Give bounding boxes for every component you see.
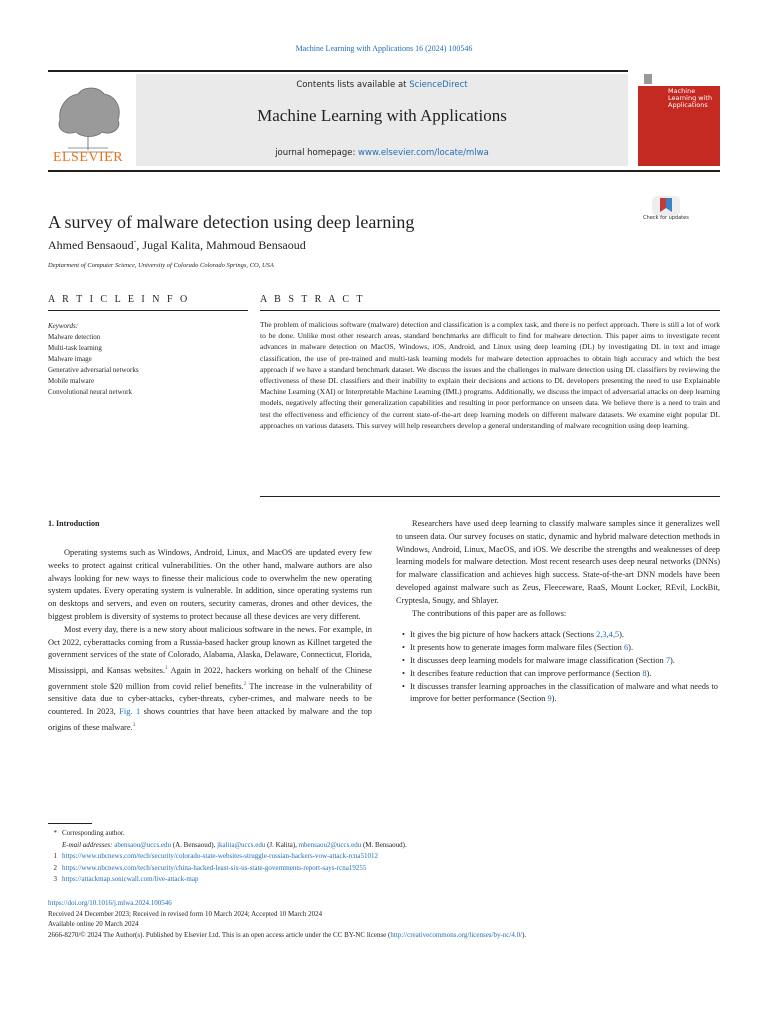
figure-ref-link[interactable]: Fig. 1: [119, 707, 141, 717]
list-item: [396, 668, 720, 681]
homepage-prefix: journal homepage:: [275, 148, 359, 158]
keyword-item: Generative adversarial networks: [48, 366, 139, 374]
license-statement: [48, 930, 720, 941]
footnote-text: Corresponding author.: [62, 829, 125, 837]
list-item-text: It presents how to generate images form malware files (Section: [410, 643, 624, 653]
list-item-text: It discusses transfer learning approaches in the classification of malware and what needs to improve for better performance (Section: [410, 681, 718, 704]
right-column: [396, 518, 720, 706]
list-item-end: ).: [628, 643, 634, 653]
para-text: Again in 2022, hackers working on behalf of the Chinese government stole $20 million from covid relief benefits.: [48, 665, 373, 691]
cover-title: Machine Learning with Applications: [668, 87, 713, 109]
journal-masthead: [48, 70, 720, 174]
contents-line: [136, 80, 628, 90]
section-ref-link[interactable]: 6: [623, 643, 629, 653]
list-item-text: It gives the big picture of how hackers attack (Sections: [410, 630, 597, 640]
section-ref-link[interactable]: 8: [642, 668, 647, 678]
article-info-heading: A R T I C L E I N F O: [48, 294, 190, 305]
publisher-wordmark: ELSEVIER: [52, 150, 124, 165]
left-column: [48, 547, 372, 735]
footnote-ref[interactable]: 1: [165, 665, 168, 672]
abstract-heading: A B S T R A C T: [260, 294, 366, 305]
list-item-end: ).: [670, 655, 675, 665]
list-item-end: ).: [646, 668, 652, 678]
keyword-item: Convolutional neural network: [48, 388, 132, 396]
publication-info: [48, 898, 720, 940]
contributions-list: [396, 629, 720, 706]
url-footnote: [48, 851, 720, 863]
keyword-item: Malware image: [48, 355, 92, 363]
author-separator: ,: [136, 238, 143, 252]
keywords-block: [48, 321, 248, 398]
sciencedirect-link[interactable]: ScienceDirect: [409, 80, 468, 90]
list-item: [396, 681, 720, 707]
email-label: E-mail addresses:: [62, 840, 113, 849]
para-text: The increase in the vulnerability of sensitive data due to cyber-attacks, cyber-threats, cyber-crimes, and malware needs to be countered. In 2023,: [48, 681, 372, 717]
running-head[interactable]: Machine Learning with Applications 16 (2024) 100546: [295, 44, 473, 53]
para-text: Most every day, there is a new story about malicious software in the news. For example, in Oct 2022, cyberattacks coming from a Russia-based hacker group known as Killnet targeted the government services of the state of Colorado, Alabama, Alaska, Delaware, Connecticut, Florida, Mississippi, and Kansas websites.: [48, 624, 372, 675]
journal-title: Machine Learning with Applications: [257, 106, 507, 125]
footnote-url-link[interactable]: https://www.nbcnews.com/tech/security/china-hacked-least-six-us-state-governments-report-says-rcna19255: [62, 863, 367, 872]
section-heading-introduction: 1. Introduction: [48, 519, 100, 528]
keyword-item: Multi-task learning: [48, 344, 102, 352]
author-affiliation: Deptarment of Computer Science, University of Colorado Colorado Springs, CO, USA: [48, 262, 274, 269]
footnote-mark: 1: [53, 852, 57, 860]
footnote-mark: 3: [53, 875, 57, 883]
intro-paragraph: [48, 624, 372, 735]
list-item-end: ).: [619, 630, 624, 640]
journal-cover-image[interactable]: [638, 74, 720, 166]
keyword-item: Malware detection: [48, 333, 101, 341]
footnote-mark: 2: [53, 863, 57, 872]
intro-paragraph: The contributions of this paper are as follows:: [412, 608, 567, 618]
crossmark-icon[interactable]: [648, 194, 684, 230]
intro-paragraph: Researchers have used deep learning to classify malware samples since it generalizes well to unseen data. Our survey focuses on static, dynamic and hybrid malware detection methods in Windows, Android, Linux, MacOS, and iOS. We describe the strengths and weaknesses of deep learning models for malware detection. Most recent research uses deep neural networks (DNNs) for malware classification and achieves high success. State-of-the-art DNN models have been developed against malware such as Zeus, Fleeceware, RaaS, Mount Locker, REvil, LockBit, Cryptesla, Snugy, and Shlayer.: [396, 519, 720, 605]
doi-link[interactable]: https://doi.org/10.1016/j.mlwa.2024.100546: [48, 899, 172, 907]
author-list: [48, 238, 306, 253]
section-ref-link[interactable]: 9: [547, 694, 552, 704]
homepage-line: [136, 148, 628, 158]
list-item: [396, 629, 720, 642]
list-item-end: ).: [551, 694, 557, 704]
email-owner: (M. Bensaoud).: [361, 840, 407, 849]
author-name: Mahmoud Bensaoud: [206, 238, 306, 252]
intro-paragraph: Operating systems such as Windows, Android, Linux, and MacOS are updated every few weeks to protect against critical vulnerabilities. On the other hand, malware authors are also always looking for new ways to finesse their malicious code to overwhelm the new operating system updates. Every operating system is vulnerable. In addition, since operating systems run on desktops and servers, and even on routers, security cameras, drones and other devices, the biggest problem is diversity of systems to protect because all these devices are very different.: [48, 548, 372, 621]
list-item-text: It discusses deep learning models for malware image classification (Section: [410, 655, 666, 665]
email-link[interactable]: jkalita@uccs.edu: [217, 840, 266, 849]
available-online-date: Available online 20 March 2024: [48, 920, 139, 928]
footnotes: [48, 828, 720, 886]
crossmark-label[interactable]: Check for updates: [643, 215, 689, 221]
masthead-top-rule: [48, 70, 628, 72]
para-text: shows countries that have been attacked by malware and the top origins of these malware.: [48, 707, 372, 732]
license-text-end: ).: [522, 930, 527, 939]
abstract-rule: [260, 310, 720, 311]
article-title: A survey of malware detection using deep learning: [48, 212, 415, 232]
keywords-label: Keywords:: [48, 322, 79, 330]
email-line: [62, 840, 407, 852]
author-separator: ,: [200, 238, 207, 252]
footnote-ref[interactable]: 3: [132, 721, 136, 728]
journal-info-panel: [136, 74, 628, 166]
keyword-item: Mobile malware: [48, 377, 95, 385]
footnote-rule: [48, 823, 92, 824]
section-ref-link[interactable]: 2,3,4,5: [596, 630, 620, 640]
license-text: 2666-8270/© 2024 The Author(s). Published by Elsevier Ltd. This is an open access article under the CC BY-NC license (: [48, 930, 391, 939]
cover-logo-mark: [644, 74, 652, 84]
footnote-url-link[interactable]: https://attackmap.sonicwall.com/live-attack-map: [62, 875, 199, 883]
list-item-text: It describes feature reduction that can improve performance (Section: [410, 668, 643, 678]
url-footnote: [48, 874, 720, 886]
email-link[interactable]: abensaou@uccs.edu: [114, 840, 172, 849]
abstract-body: The problem of malicious software (malware) detection and classification is a complex task, and there is no perfect approach. There is still a lot of work to be done. Unlike most other research areas, standard benchmarks are difficult to find for malware detection. This paper aims to investigate recent advances in malware detection on MacOS, Windows, iOS, Android, and Linux using deep learning (DL) by investigating DL in text and image classification, the use of pre-trained and multi-task learning models for malware detection approaches to obtain high accuracy and which the best approach if we have a standard benchmark dataset. We discuss the issues and the challenges in malware detection using DL classifiers by reviewing the effectiveness of these DL classifiers and their inability to explain their decisions and actions to DL developers presenting the need to use Explainable Machine Learning (XAI) or Interpretable Machine Learning (IML) programs. Additionally, we discuss the impact of adversarial attacks on deep learning models, negatively affecting their generalization capabilities and resulting in poor performance on unseen data. We believe there is a need to train and test the effectiveness and efficiency of the current state-of-the-art deep learning models on different malware datasets. We examine eight popular DL approaches on various datasets. This survey will help researchers develop a general understanding of malware recognition using deep learning.: [260, 320, 720, 430]
corresponding-author-mark[interactable]: *: [133, 240, 137, 246]
email-link[interactable]: mbensaou2@uccs.edu: [298, 840, 362, 849]
email-owner: (A. Bensaoud),: [171, 840, 218, 849]
license-link[interactable]: http://creativecommons.org/licenses/by-nc/4.0/: [390, 930, 523, 939]
abstract-bottom-rule: [260, 496, 720, 497]
url-footnote: [48, 863, 720, 875]
list-item: [396, 655, 720, 668]
footnote-mark-blank: [48, 840, 62, 852]
contents-prefix: Contents lists available at: [296, 80, 410, 90]
section-ref-link[interactable]: 7: [665, 655, 671, 665]
email-addresses-note: [48, 840, 720, 852]
received-dates: Received 24 December 2023; Received in revised form 10 March 2024; Accepted 10 March 2024: [48, 909, 323, 918]
corresponding-author-note: [48, 828, 720, 840]
email-owner: (J. Kalita),: [265, 840, 299, 849]
footnote-ref[interactable]: 2: [243, 680, 247, 687]
author-name: Ahmed Bensaoud: [48, 238, 134, 252]
list-item: [396, 642, 720, 655]
author-name: Jugal Kalita: [142, 238, 201, 252]
journal-homepage-link[interactable]: www.elsevier.com/locate/mlwa: [358, 148, 489, 158]
article-info-rule: [48, 310, 248, 311]
footnote-mark: *: [53, 829, 57, 837]
masthead-bottom-rule: [48, 170, 720, 172]
footnote-url-link[interactable]: https://www.nbcnews.com/tech/security/colorado-state-websites-struggle-russian-hackers-vow-attack-rcna51012: [62, 852, 378, 860]
